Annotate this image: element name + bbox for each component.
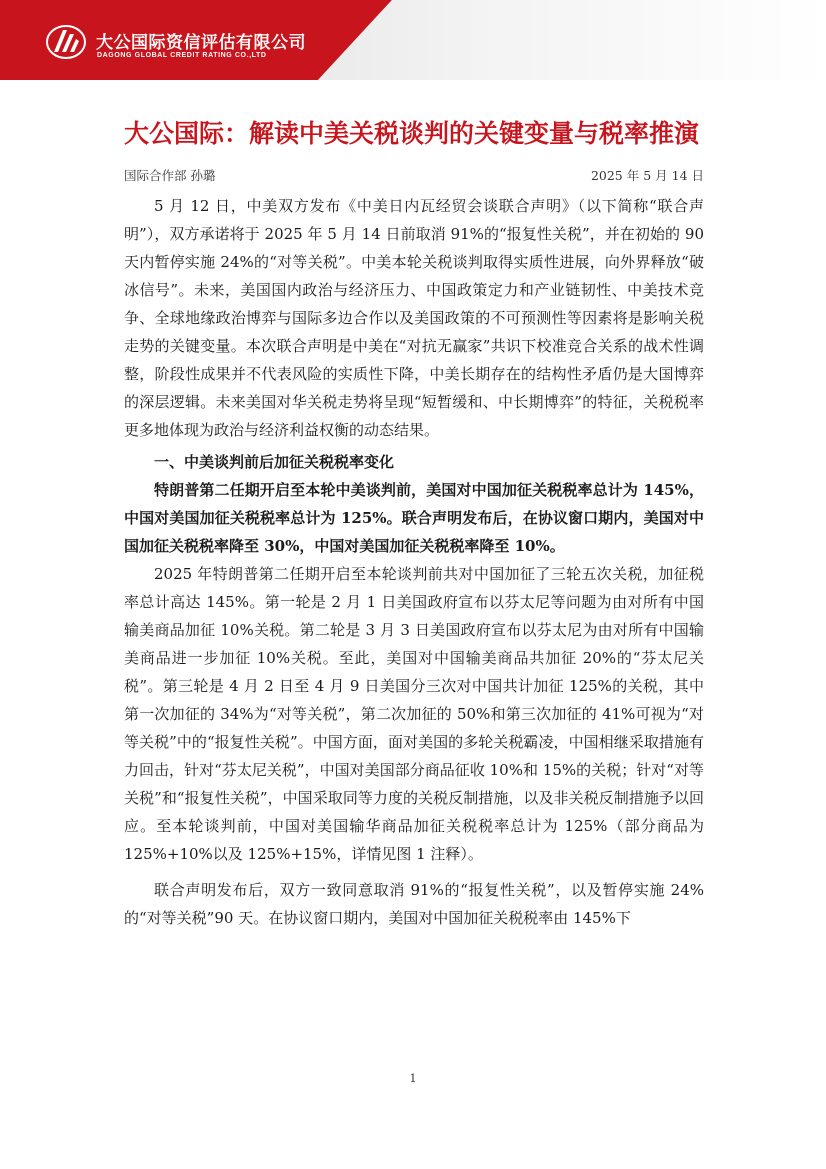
paragraph-tariff-rounds: 2025 年特朗普第二任期开启至本轮谈判前共对中国加征了三轮五次关税，加征税率总计高达 145%。第一轮是 2 月 1 日美国政府宣布以芬太尼等问题为由对所有中国输美商品加征 10%关税。第二轮是 3 月 3 日美国政府宣布以芬太尼为由对所有中国输美商品进一步加征 10%关税。至此，美国对中国输美商品共加征 20%的“芬太尼关税”。第三轮是 4 月 2 日至 4 月 9 日美国分三次对中国共计加征 125%的关税，其中第一次加征的 34%为“对等关税”，第二次加征的 50%和第三次加征的 41%可视为“对等关税”中的“报复性关税”。中国方面，面对美国的多轮关税霸凌，中国相继采取措施有力回击，针对“芬太尼关税”，中国对美国部分商品征收 10%和 15%的关税；针对“对等关税”和“报复性关税”，中国采取同等力度的关税反制措施，以及非关税反制措施予以回应。至本轮谈判前，中国对美国输华商品加征关税税率总计为 125%（部分商品为 125%+10%以及 125%+15%，详情见图 1 注释）。	[124, 565, 704, 863]
article-body	[124, 192, 704, 932]
paragraph-intro: 5 月 12 日，中美双方发布《中美日内瓦经贸会谈联合声明》（以下简称“联合声明”），双方承诺将于 2025 年 5 月 14 日前取消 91%的“报复性关税”，并在初始的 90 天内暂停实施 24%的“对等关税”。中美本轮关税谈判取得实质性进展，向外界释放“破冰信号”。未来，美国国内政治与经济压力、中国政策定力和产业链韧性、中美技术竞争、全球地缘政治博弈与国际多边合作以及美国政策的不可预测性等因素将是影响关税走势的关键变量。本次联合声明是中美在“对抗无赢家”共识下校准竞合关系的战术性调整，阶段性成果并不代表风险的实质性下降，中美长期存在的结构性矛盾仍是大国博弈的深层逻辑。未来美国对华关税走势将呈现“短暂缓和、中长期博弈”的特征，关税税率更多地体现为政治与经济利益权衡的动态结果。	[124, 197, 704, 439]
paragraph-summary-bold: 特朗普第二任期开启至本轮中美谈判前，美国对中国加征关税税率总计为 145%，中国对美国加征关税税率总计为 125%。联合声明发布后，在协议窗口期内，美国对中国加征关税税率降至 30%，中国对美国加征关税税率降至 10%。	[124, 481, 704, 555]
company-name-en: DAGONG GLOBAL CREDIT RATING CO.,LTD	[97, 52, 267, 59]
date-line: 2025 年 5 月 14 日	[590, 168, 704, 183]
page-title: 大公国际：解读中美关税谈判的关键变量与税率推演	[124, 119, 700, 148]
company-name-cn: 大公国际资信评估有限公司	[96, 33, 306, 53]
page-number: 1	[409, 1072, 417, 1085]
header-band	[0, 0, 826, 80]
dagong-logo-icon	[46, 24, 86, 60]
author-line: 国际合作部 孙璐	[124, 168, 216, 183]
paragraph-joint-statement: 联合声明发布后，双方一致同意取消 91%的“报复性关税”，以及暂停实施 24%的“对等关税”90 天。在协议窗口期内，美国对中国加征关税税率由 145%下	[124, 881, 704, 927]
section-heading-1: 一、中美谈判前后加征关税税率变化	[154, 453, 395, 471]
